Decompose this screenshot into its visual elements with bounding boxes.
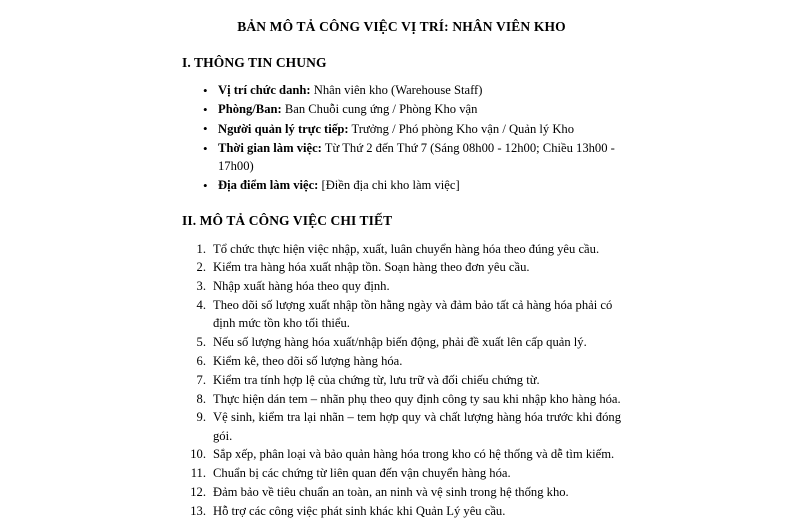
field-label-job-title: Vị trí chức danh: [218, 83, 311, 98]
task-list-item: Thực hiện dán tem – nhãn phụ theo quy định công ty sau khi nhập kho hàng hóa. [213, 391, 621, 406]
task-list-item: Chuẩn bị các chứng từ liên quan đến vận chuyển hàng hóa. [213, 466, 511, 481]
task-list-item: Nếu số lượng hàng hóa xuất/nhập biến động, phải đề xuất lên cấp quản lý. [213, 335, 587, 350]
section-heading-general-information: I. THÔNG TIN CHUNG [182, 54, 327, 70]
task-list-item: Hỗ trợ các công việc phát sinh khác khi Quản Lý yêu cầu. [213, 503, 506, 518]
general-information-list [182, 82, 621, 195]
task-list-item: Theo dõi số lượng xuất nhập tồn hằng ngày và đảm bảo tất cả hàng hóa phải có định mức tồn kho tối thiểu. [213, 297, 613, 331]
task-list-item: Tổ chức thực hiện việc nhập, xuất, luân chuyển hàng hóa theo đúng yêu cầu. [213, 241, 600, 256]
field-value-department: Ban Chuỗi cung ứng / Phòng Kho vận [281, 102, 478, 117]
field-label-direct-manager: Người quản lý trực tiếp: [218, 121, 349, 136]
list-item-working-hours [182, 140, 621, 176]
field-value-job-title: Nhân viên kho (Warehouse Staff) [310, 83, 483, 98]
task-list-item: Sắp xếp, phân loại và bảo quản hàng hóa trong kho có hệ thống và dễ tìm kiếm. [213, 447, 615, 462]
task-list-item: Nhập xuất hàng hóa theo quy định. [213, 279, 390, 294]
field-label-work-location: Địa điểm làm việc: [218, 178, 319, 193]
list-item-work-location [182, 177, 621, 195]
section-heading-detailed-job-description: II. MÔ TẢ CÔNG VIỆC CHI TIẾT [182, 213, 393, 229]
task-list-item: Vệ sinh, kiểm tra lại nhãn – tem hợp quy và chất lượng hàng hóa trước khi đóng gói. [213, 410, 621, 443]
list-item-department [182, 101, 621, 119]
field-label-working-hours: Thời gian làm việc: [218, 141, 322, 156]
list-item-direct-manager [182, 121, 621, 139]
field-value-work-location: [Điền địa chi kho làm việc] [318, 178, 460, 193]
task-list-item: Kiểm tra tính hợp lệ của chứng từ, lưu trữ và đối chiếu chứng từ. [213, 372, 540, 387]
document-body [182, 0, 621, 521]
field-value-working-hours: Từ Thứ 2 đến Thứ 7 (Sáng 08h00 - 12h00; Chiều 13h00 - 17h00) [218, 141, 615, 174]
task-list-item: Kiểm tra hàng hóa xuất nhập tồn. Soạn hàng theo đơn yêu cầu. [213, 260, 530, 275]
task-list-item: Kiểm kê, theo dõi số lượng hàng hóa. [213, 353, 403, 368]
field-value-direct-manager: Trưởng / Phó phòng Kho vận / Quản lý Kho [348, 121, 575, 136]
field-label-department: Phòng/Ban: [218, 102, 282, 117]
detailed-duties-list [182, 240, 621, 521]
document-title: BẢN MÔ TẢ CÔNG VIỆC VỊ TRÍ: NHÂN VIÊN KHO [237, 19, 566, 34]
list-item-job-title [182, 82, 621, 100]
task-list-item: Đảm bảo về tiêu chuẩn an toàn, an ninh và vệ sinh trong hệ thống kho. [213, 485, 569, 500]
